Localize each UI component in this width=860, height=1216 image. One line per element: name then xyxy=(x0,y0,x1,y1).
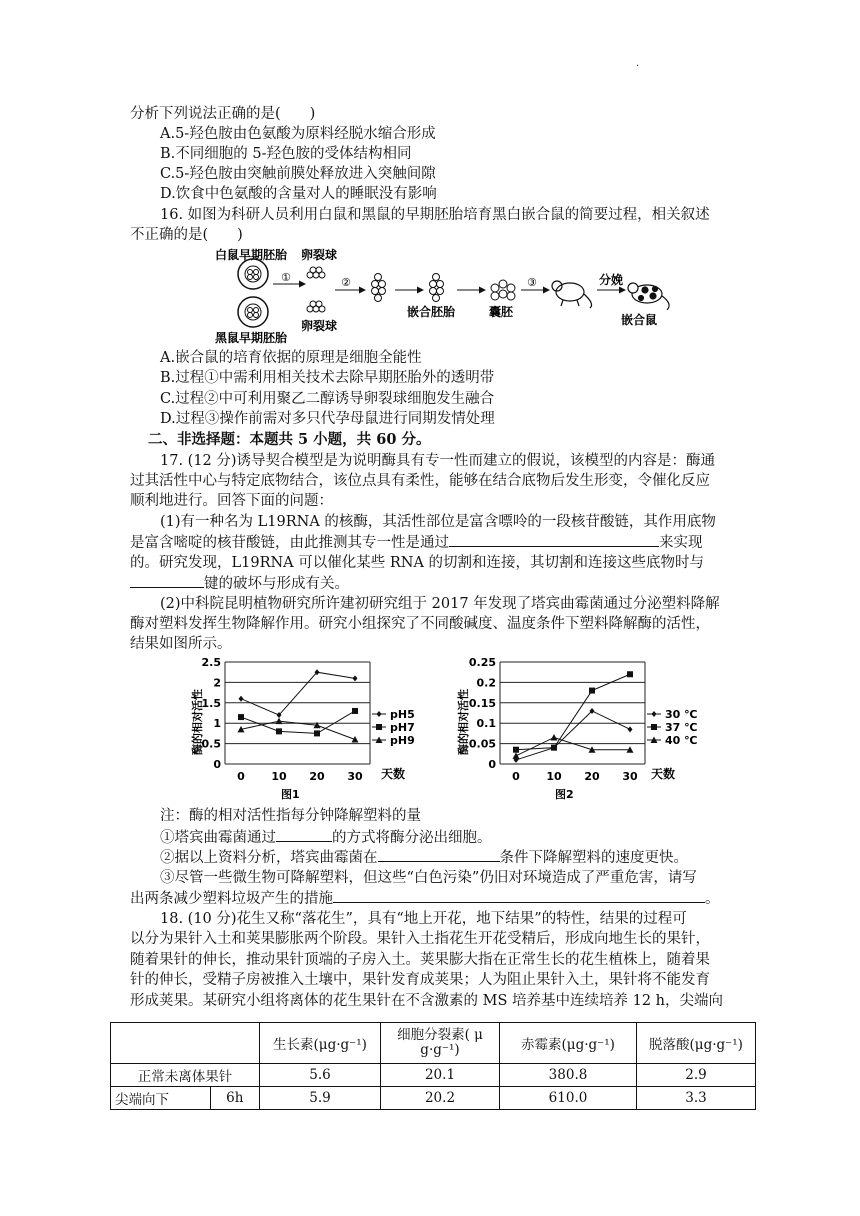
x-tick-label: 0 xyxy=(512,770,520,783)
data-point xyxy=(651,724,657,730)
y-tick-label: 0.15 xyxy=(468,696,496,710)
data-point xyxy=(276,718,283,725)
data-point xyxy=(238,714,244,720)
y-tick-label: 1 xyxy=(213,717,221,731)
black-embryo-label: 黑鼠早期胚胎 xyxy=(215,331,288,345)
q17-sub-1: ①塔宾曲霉菌通过 的方式将酶分泌出细胞。 xyxy=(160,827,492,848)
data-point xyxy=(652,711,657,717)
table-cell: 3.3 xyxy=(637,1087,756,1110)
y-tick-label: 0.05 xyxy=(468,737,496,751)
table-corner-cell xyxy=(111,1023,260,1064)
embryo-diagram xyxy=(205,244,685,348)
cleavage-top-label: 卵裂球 xyxy=(301,248,338,262)
table-cell: 20.1 xyxy=(381,1064,500,1087)
y-tick-label: 0.25 xyxy=(468,656,496,669)
combined-cells-icon xyxy=(372,274,386,302)
q17-p2-line-3: 结果如图所示。 xyxy=(130,636,232,652)
chart-ph-title: 图1 xyxy=(281,788,300,801)
legend-label: pH7 xyxy=(390,721,415,734)
q18-line-2: 以分为果针入土和荚果膨胀两个阶段。果针入土指花生开花受精后，形成向地生长的果针， xyxy=(130,931,710,947)
chimeric-mouse-label: 嵌合鼠 xyxy=(621,313,658,327)
table-cell: 5.6 xyxy=(260,1064,381,1087)
data-point xyxy=(376,724,382,730)
chart-temp-ylabel: 酶的相对活性 xyxy=(457,689,470,755)
table-cell: 380.8 xyxy=(500,1064,637,1087)
header-mark: . xyxy=(636,58,640,69)
q17-p1-line-4: 键的破坏与形成有关。 xyxy=(130,573,349,594)
q16-option-c: C.过程②中可利用聚乙二醇诱导卵裂球细胞发生融合 xyxy=(160,391,495,407)
q16-stem-1: 16. 如图为科研人员利用白鼠和黑鼠的早期胚胎培育黑白嵌合鼠的简要过程，相关叙述 xyxy=(160,207,710,223)
q17-p1-line-1: (1)有一种名为 L19RNA 的核酶，其活性部位是富含嘌呤的一段核苷酸链，其作用底物 xyxy=(160,514,716,530)
data-point xyxy=(377,711,382,717)
q17-p2-line-1: (2)中科院昆明植物研究所许建初研究组于 2017 年发现了塔宾曲霉菌通过分泌塑料降解 xyxy=(160,596,720,612)
chart-note: 注：酶的相对活性指每分钟降解塑料的量 xyxy=(160,808,421,824)
chart-temp-legend xyxy=(647,708,697,747)
hormone-table xyxy=(110,1022,756,1110)
data-point xyxy=(589,688,595,694)
series-line xyxy=(516,674,630,749)
x-tick-label: 20 xyxy=(309,770,325,783)
chart-ph-yticks xyxy=(202,656,222,771)
q17-line-1: 17. (12 分)诱导契合模型是为说明酶具有专一性而建立的假说，该模型的内容是：酶通 xyxy=(160,453,716,469)
x-tick-label: 20 xyxy=(584,770,600,783)
cleavage-ball-top-icon xyxy=(307,267,325,278)
q17-sub-2: ②据以上资料分析，塔宾曲霉菌在 条件下降解塑料的速度更快。 xyxy=(160,847,688,868)
q18-line-5: 形成荚果。某研究小组将离体的花生果针在不含激素的 MS 培养基中连续培养 12 h，尖端向 xyxy=(130,993,724,1009)
cleavage-ball-bottom-icon xyxy=(307,301,325,312)
answer-blank-1[interactable] xyxy=(449,532,659,547)
chart-temp-series xyxy=(513,671,634,763)
chart-ph-legend xyxy=(372,708,415,747)
chart-temp xyxy=(455,652,705,802)
chart-ph-ylabel: 酶的相对活性 xyxy=(191,689,204,755)
chart-temp-xlabel: 天数 xyxy=(651,767,676,781)
table-row-sublabel: 6h xyxy=(210,1087,259,1110)
table-header: 赤霉素(μg·g⁻¹) xyxy=(500,1023,637,1064)
q18-line-1: 18. (10 分)花生又称“落花生”，具有“地上开花，地下结果”的特性，结果的过程可 xyxy=(160,911,687,927)
section-2-heading: 二、非选择题：本题共 5 小题，共 60 分。 xyxy=(148,431,431,448)
white-embryo-label: 白鼠早期胚胎 xyxy=(215,248,288,262)
q17-p1-line-2: 是富含嘧啶的核苷酸链，由此推测其专一性是通过 来实现 xyxy=(130,532,703,553)
data-point xyxy=(276,728,282,734)
q17-line-2: 过其活性中心与特定底物结合，该位点具有柔性，能够在结合底物后发生形变，令催化反应 xyxy=(130,473,710,489)
legend-label: 37 ℃ xyxy=(665,721,698,734)
chimeric-mouse-icon xyxy=(628,283,669,310)
y-tick-label: 0 xyxy=(488,758,496,771)
q15-option-b: B.不同细胞的 5-羟色胺的受体结构相同 xyxy=(160,146,412,162)
y-tick-label: 0.5 xyxy=(201,737,221,751)
answer-blank-4[interactable] xyxy=(378,847,500,862)
data-point xyxy=(353,675,358,681)
q16-option-d: D.过程③操作前需对多只代孕母鼠进行同期发情处理 xyxy=(160,411,495,427)
table-header: 生长素(μg·g⁻¹) xyxy=(260,1023,381,1064)
y-tick-label: 0.1 xyxy=(476,717,496,731)
y-tick-label: 0.2 xyxy=(476,676,496,690)
data-point xyxy=(628,726,633,732)
series-line xyxy=(241,711,355,733)
x-tick-label: 30 xyxy=(347,770,363,783)
table-cell: 610.0 xyxy=(500,1087,637,1110)
birth-label: 分娩 xyxy=(599,273,624,287)
chart-temp-yticks xyxy=(469,656,496,771)
blastocyst-icon xyxy=(491,280,515,300)
q17-line-3: 顺利地进行。回答下面的问题： xyxy=(130,493,333,509)
q16-option-a: A.嵌合鼠的培育依据的原理是细胞全能性 xyxy=(160,350,422,366)
q17-p1-line-3: 的。研究发现，L19RNA 可以催化某些 RNA 的切割和连接，其切割和连接这些底物时与 xyxy=(130,555,705,571)
step-3-label: ③ xyxy=(527,276,537,289)
table-cell: 5.9 xyxy=(260,1087,381,1110)
table-cell: 2.9 xyxy=(637,1064,756,1087)
chart-temp-title: 图2 xyxy=(555,788,574,801)
data-point xyxy=(513,752,520,759)
q15-option-a: A.5-羟色胺由色氨酸为原料经脱水缩合形成 xyxy=(160,126,436,142)
y-tick-label: 2 xyxy=(213,676,221,690)
legend-label: 40 ℃ xyxy=(665,734,698,747)
x-tick-label: 30 xyxy=(622,770,638,783)
q15-stem: 分析下列说法正确的是( ) xyxy=(130,106,316,122)
series-line xyxy=(516,737,630,755)
x-tick-label: 0 xyxy=(237,770,245,783)
chimeric-embryo-icon xyxy=(430,274,444,302)
x-tick-label: 10 xyxy=(546,770,562,783)
chart-ph-xticks xyxy=(237,770,363,783)
legend-label: pH9 xyxy=(390,734,415,747)
chart-ph-series xyxy=(238,669,359,742)
q18-line-3: 随着果针的伸长，推动果针顶端的子房入土。荚果膨大指在正常生长的花生植株上，随着果 xyxy=(130,952,710,968)
step-1-label: ① xyxy=(281,271,291,284)
chart-ph-xlabel: 天数 xyxy=(381,767,406,781)
legend-label: pH5 xyxy=(390,708,415,721)
y-tick-label: 0 xyxy=(213,758,221,771)
y-tick-label: 1.5 xyxy=(201,696,221,710)
y-tick-label: 2.5 xyxy=(201,656,221,669)
q15-option-c: C.5-羟色胺由突触前膜处释放进入突触间隙 xyxy=(160,166,436,182)
q15-option-d: D.饮食中色氨酸的含量对人的睡眠没有影响 xyxy=(160,186,437,202)
data-point xyxy=(627,671,633,677)
data-point xyxy=(513,747,519,753)
answer-blank-5[interactable] xyxy=(333,888,705,903)
q17-p2-line-2: 酶对塑料发挥生物降解作用。研究小组探究了不同酸碱度、温度条件下塑料降解酶的活性， xyxy=(130,616,710,632)
data-point xyxy=(352,708,358,714)
data-point xyxy=(239,696,244,702)
data-point xyxy=(551,745,557,751)
blastocyst-label: 囊胚 xyxy=(489,305,514,319)
step-2-label: ② xyxy=(341,276,351,289)
answer-blank-2[interactable] xyxy=(130,573,204,588)
series-line xyxy=(241,672,355,715)
cleavage-bottom-label: 卵裂球 xyxy=(301,319,338,333)
data-point xyxy=(551,734,558,741)
table-row-label: 正常未离体果针 xyxy=(111,1064,260,1087)
q16-option-b: B.过程①中需利用相关技术去除早期胚胎外的透明带 xyxy=(160,370,495,386)
answer-blank-3[interactable] xyxy=(276,827,332,842)
q18-line-4: 针的伸长，受精子房被推入土壤中，果针发育成荚果；人为阻止果针入土，果针将不能发育 xyxy=(130,972,710,988)
chart-temp-xticks xyxy=(512,770,638,783)
table-row xyxy=(111,1087,756,1110)
x-tick-label: 10 xyxy=(271,770,287,783)
table-header: 细胞分裂素( μ g·g⁻¹) xyxy=(381,1023,500,1064)
surrogate-mouse-icon xyxy=(552,281,592,308)
legend-label: 30 ℃ xyxy=(665,708,698,721)
q16-stem-2: 不正确的是( ) xyxy=(130,227,243,243)
chart-ph xyxy=(185,652,435,802)
chimeric-embryo-label: 嵌合胚胎 xyxy=(407,305,456,319)
table-cell: 20.2 xyxy=(381,1087,500,1110)
q17-sub-3-line-1: ③尽管一些微生物可降解塑料，但这些“白色污染”仍旧对环境造成了严重危害，请写 xyxy=(160,870,697,886)
q17-sub-3-line-2: 出两条减少塑料垃圾产生的措施 。 xyxy=(130,888,720,909)
data-point xyxy=(314,730,320,736)
table-row xyxy=(111,1064,756,1087)
table-row-label: 尖端向下 xyxy=(111,1087,211,1110)
table-header: 脱落酸(μg·g⁻¹) xyxy=(637,1023,756,1064)
data-point xyxy=(352,736,359,743)
